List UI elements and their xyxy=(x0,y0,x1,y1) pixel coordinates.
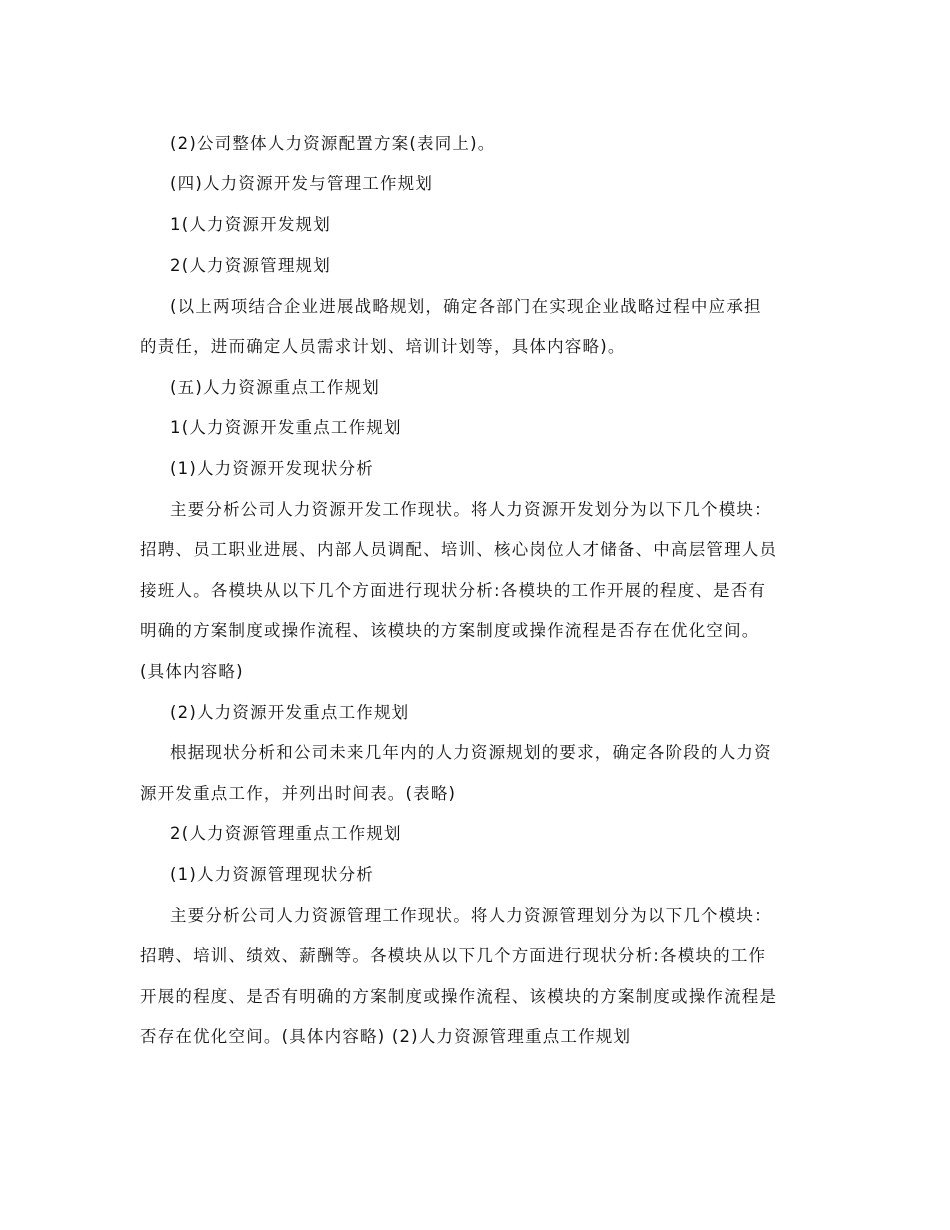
text-line: (2)公司整体人力资源配置方案(表同上)。 xyxy=(170,134,496,153)
subsection-heading: (1)人力资源管理现状分析 xyxy=(170,865,374,884)
paragraph-line: 主要分析公司人力资源管理工作现状。将人力资源管理划分为以下几个模块： xyxy=(170,906,772,925)
paragraph-line: 接班人。各模块从以下几个方面进行现状分析:各模块的工作开展的程度、是否有 xyxy=(140,581,767,600)
paragraph-line: (以上两项结合企业进展战略规划，确定各部门在实现企业战略过程中应承担 xyxy=(170,297,762,316)
paragraph-line: 根据现状分析和公司未来几年内的人力资源规划的要求，确定各阶段的人力资 xyxy=(170,743,772,762)
subsection-heading: (2)人力资源开发重点工作规划 xyxy=(170,703,410,722)
paragraph-line: 否存在优化空间。(具体内容略) (2)人力资源管理重点工作规划 xyxy=(140,1027,632,1046)
subsection-heading: 1(人力资源开发规划 xyxy=(170,215,331,234)
subsection-heading: 1(人力资源开发重点工作规划 xyxy=(170,418,402,437)
paragraph-line: 招聘、员工职业进展、内部人员调配、培训、核心岗位人才储备、中高层管理人员 xyxy=(140,540,778,559)
paragraph-line: 主要分析公司人力资源开发工作现状。将人力资源开发划分为以下几个模块： xyxy=(170,500,772,519)
paragraph-line: 明确的方案制度或操作流程、该模块的方案制度或操作流程是否存在优化空间。 xyxy=(140,621,760,640)
paragraph-line: 的责任，进而确定人员需求计划、培训计划等，具体内容略)。 xyxy=(140,337,626,356)
paragraph-line: (具体内容略) xyxy=(140,662,244,681)
subsection-heading: 2(人力资源管理重点工作规划 xyxy=(170,824,402,843)
section-heading: (四)人力资源开发与管理工作规划 xyxy=(170,174,434,193)
subsection-heading: (1)人力资源开发现状分析 xyxy=(170,459,374,478)
paragraph-line: 招聘、培训、绩效、薪酬等。各模块从以下几个方面进行现状分析:各模块的工作 xyxy=(140,946,767,965)
subsection-heading: 2(人力资源管理规划 xyxy=(170,256,331,275)
paragraph-line: 开展的程度、是否有明确的方案制度或操作流程、该模块的方案制度或操作流程是 xyxy=(140,987,778,1006)
paragraph-line: 源开发重点工作，并列出时间表。(表略) xyxy=(140,784,457,803)
section-heading: (五)人力资源重点工作规划 xyxy=(170,378,380,397)
